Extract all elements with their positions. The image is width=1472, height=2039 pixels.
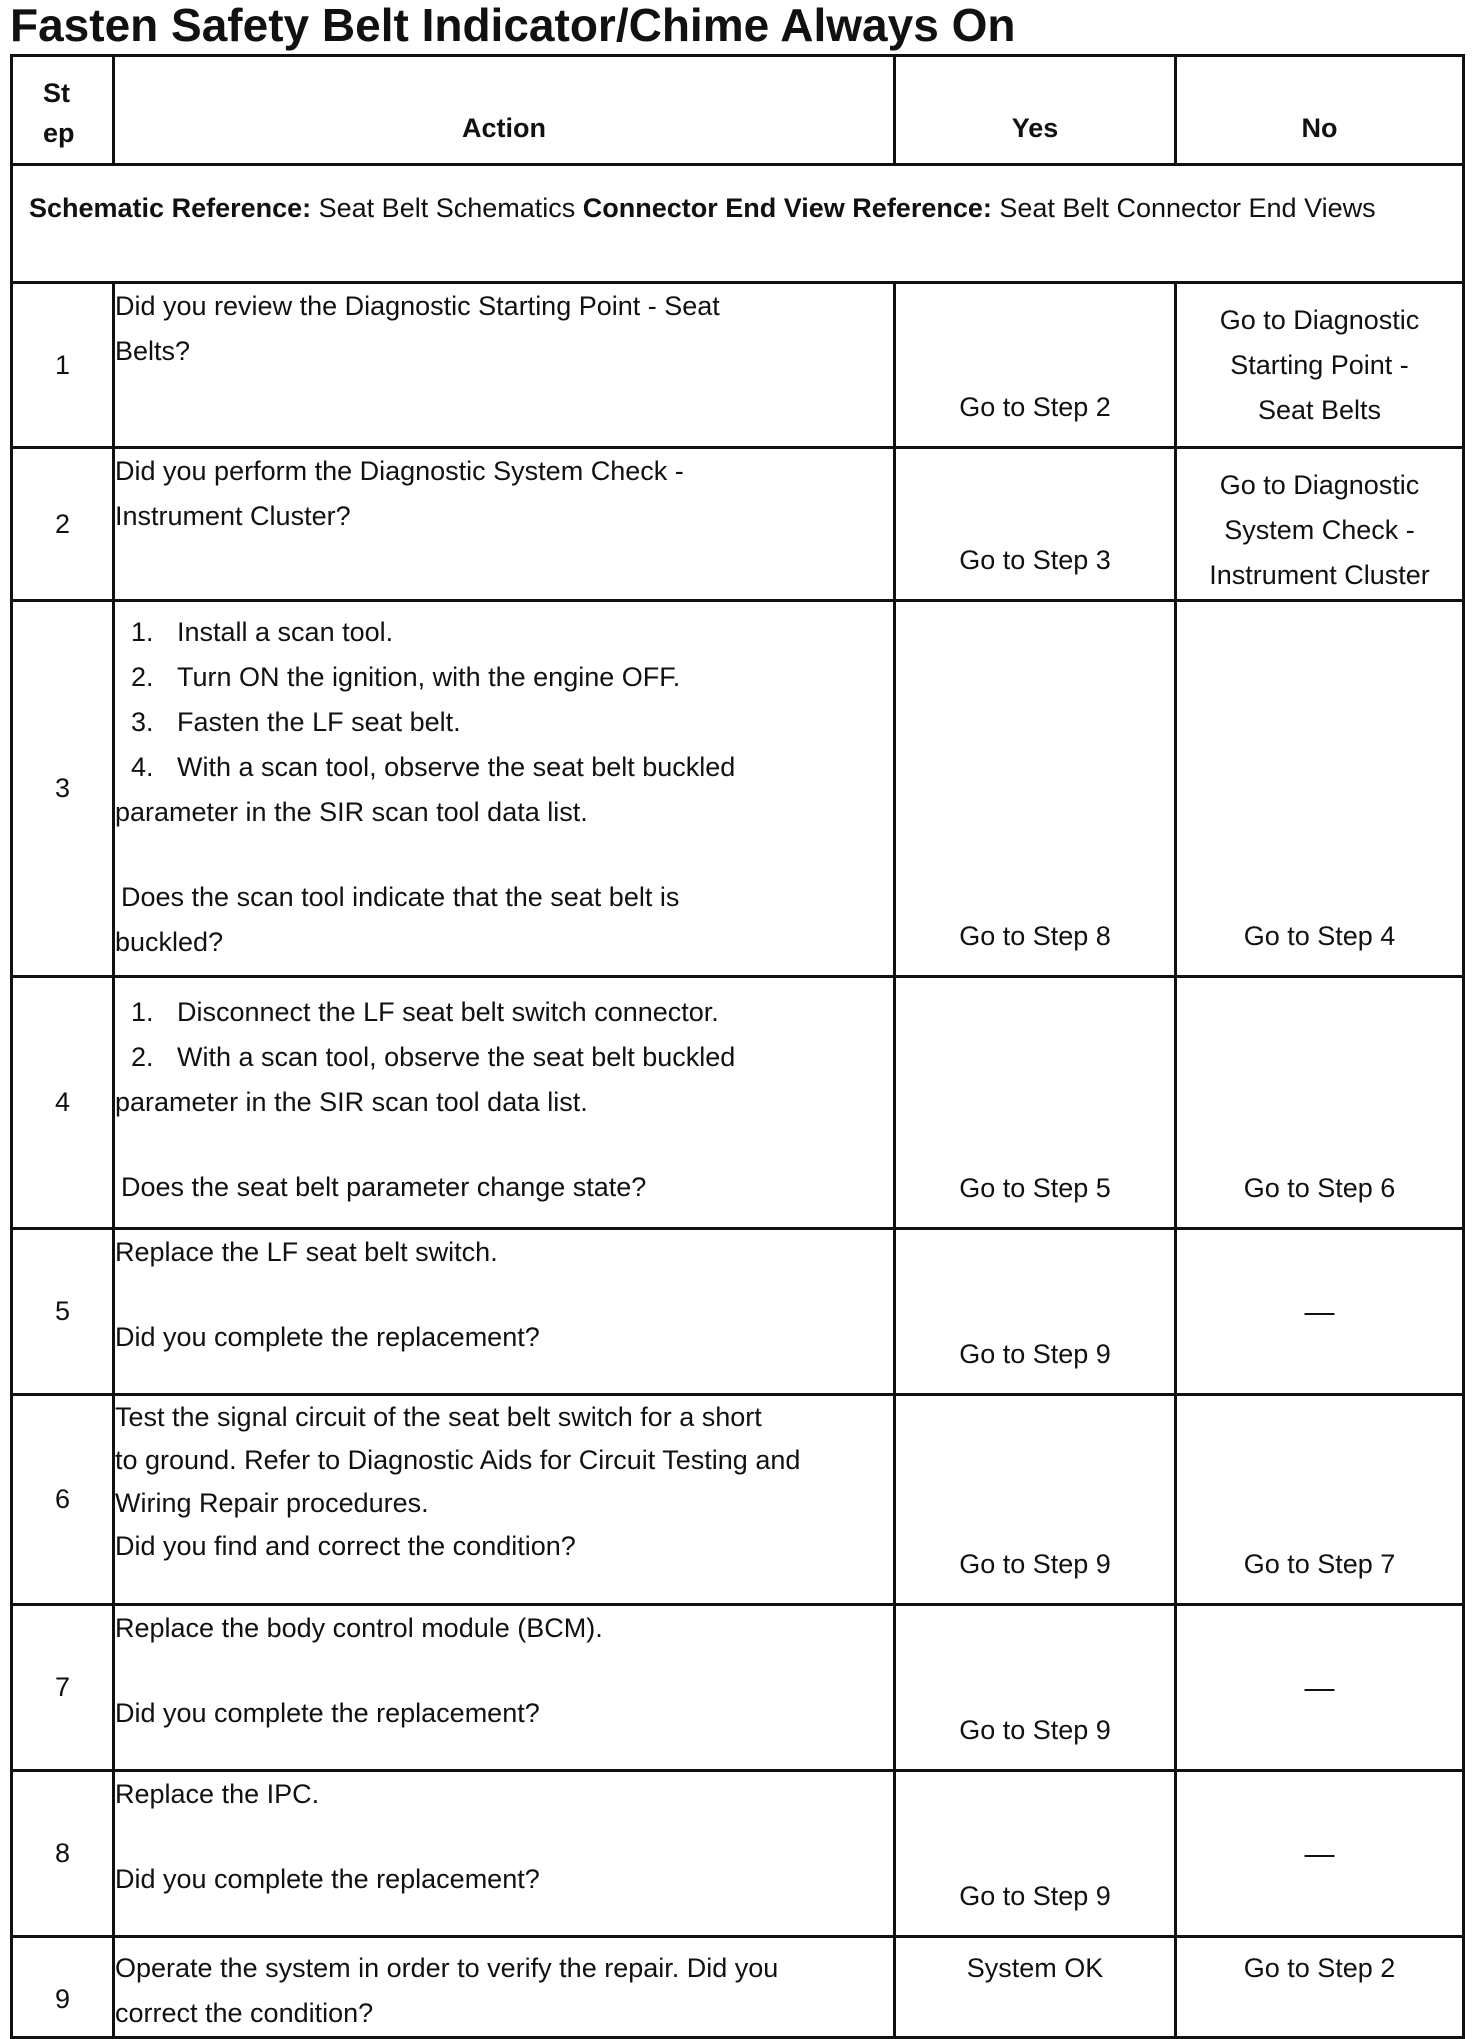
step-no: Go to Diagnostic System Check - Instrument Cluster [1176,448,1464,601]
step-action: Replace the LF seat belt switch. Did you complete the replacement? [114,1229,895,1395]
schematic-label: Schematic Reference: [29,193,312,223]
step-action [114,601,895,977]
diagnostic-table [10,54,1465,2039]
step-number: 1 [12,283,114,448]
step-number: 5 [12,1229,114,1395]
step-question: Does the scan tool indicate that the seat belt is [121,882,680,912]
step-action: Did you perform the Diagnostic System Check - Instrument Cluster? [114,448,895,601]
step-yes: Go to Step 9 [895,1605,1176,1771]
list-item: 3. Fasten the LF seat belt. [131,707,461,737]
table-row [12,1937,1464,2038]
table-row [12,283,1464,448]
header-action: Action [114,56,895,165]
table-row [12,977,1464,1229]
step-question-cont: buckled? [115,927,224,957]
table-row [12,1771,1464,1937]
step-yes: Go to Step 9 [895,1771,1176,1937]
instruction-list [115,610,893,790]
step-no: Go to Step 7 [1176,1395,1464,1605]
reference-cell [12,165,1464,283]
header-yes: Yes [895,56,1176,165]
header-row [12,56,1464,165]
step-no [1176,1605,1464,1771]
table-row [12,1229,1464,1395]
step-question: Did you complete the replacement? [115,1322,540,1352]
step-number: 8 [12,1771,114,1937]
step-number: 3 [12,601,114,977]
step-action: Replace the IPC. Did you complete the replacement? [114,1771,895,1937]
step-yes: Go to Step 2 [895,283,1176,448]
table-row [12,1605,1464,1771]
step-action: Operate the system in order to verify the repair. Did you correct the condition? [114,1937,895,2038]
step-number: 4 [12,977,114,1229]
step-question: Did you complete the replacement? [115,1864,540,1894]
list-item: 2. Turn ON the ignition, with the engine OFF. [131,662,681,692]
table-row [12,601,1464,977]
page-title: Fasten Safety Belt Indicator/Chime Always On [10,0,1016,51]
step-yes: Go to Step 9 [895,1229,1176,1395]
dash-icon: — [1304,1295,1335,1328]
step-no: Go to Step 6 [1176,977,1464,1229]
step-yes: Go to Step 5 [895,977,1176,1229]
header-step-line2: ep [43,118,75,148]
list-item: 4. With a scan tool, observe the seat belt buckled [131,752,736,782]
step-yes: Go to Step 9 [895,1395,1176,1605]
step-no [1176,1229,1464,1395]
list-continuation: parameter in the SIR scan tool data list. [115,797,588,827]
reference-row [12,165,1464,283]
step-yes: Go to Step 8 [895,601,1176,977]
connector-label: Connector End View Reference: [582,193,992,223]
header-step [12,56,114,165]
step-question: Does the seat belt parameter change state? [121,1172,647,1202]
table-row [12,448,1464,601]
list-item: 1. Disconnect the LF seat belt switch connector. [131,997,719,1027]
dash-icon: — [1304,1671,1335,1704]
step-number: 7 [12,1605,114,1771]
list-item: 1. Install a scan tool. [131,617,394,647]
dash-icon: — [1304,1837,1335,1870]
header-step-line1: St [43,78,70,108]
step-question: Did you find and correct the condition? [115,1531,576,1561]
step-action: Test the signal circuit of the seat belt switch for a short to ground. Refer to Diagnostic Aids for Circuit Testing and Wiring Repair procedures. Did you find and correct the condition? [114,1395,895,1605]
step-no: Go to Step 4 [1176,601,1464,977]
list-continuation: parameter in the SIR scan tool data list. [115,1087,588,1117]
step-no: Go to Diagnostic Starting Point - Seat Belts [1176,283,1464,448]
step-no: Go to Step 2 [1176,1937,1464,2038]
step-question: Did you complete the replacement? [115,1698,540,1728]
step-action: Replace the body control module (BCM). Did you complete the replacement? [114,1605,895,1771]
step-action [114,977,895,1229]
step-number: 9 [12,1937,114,2038]
step-no [1176,1771,1464,1937]
schematic-value: Seat Belt Schematics [311,193,583,223]
step-number: 2 [12,448,114,601]
table-row [12,1395,1464,1605]
step-yes: System OK [895,1937,1176,2038]
connector-value: Seat Belt Connector End Views [991,193,1376,223]
step-yes: Go to Step 3 [895,448,1176,601]
list-item: 2. With a scan tool, observe the seat belt buckled [131,1042,736,1072]
step-action: Did you review the Diagnostic Starting Point - Seat Belts? [114,283,895,448]
header-no: No [1176,56,1464,165]
step-number: 6 [12,1395,114,1605]
instruction-list [115,990,893,1080]
